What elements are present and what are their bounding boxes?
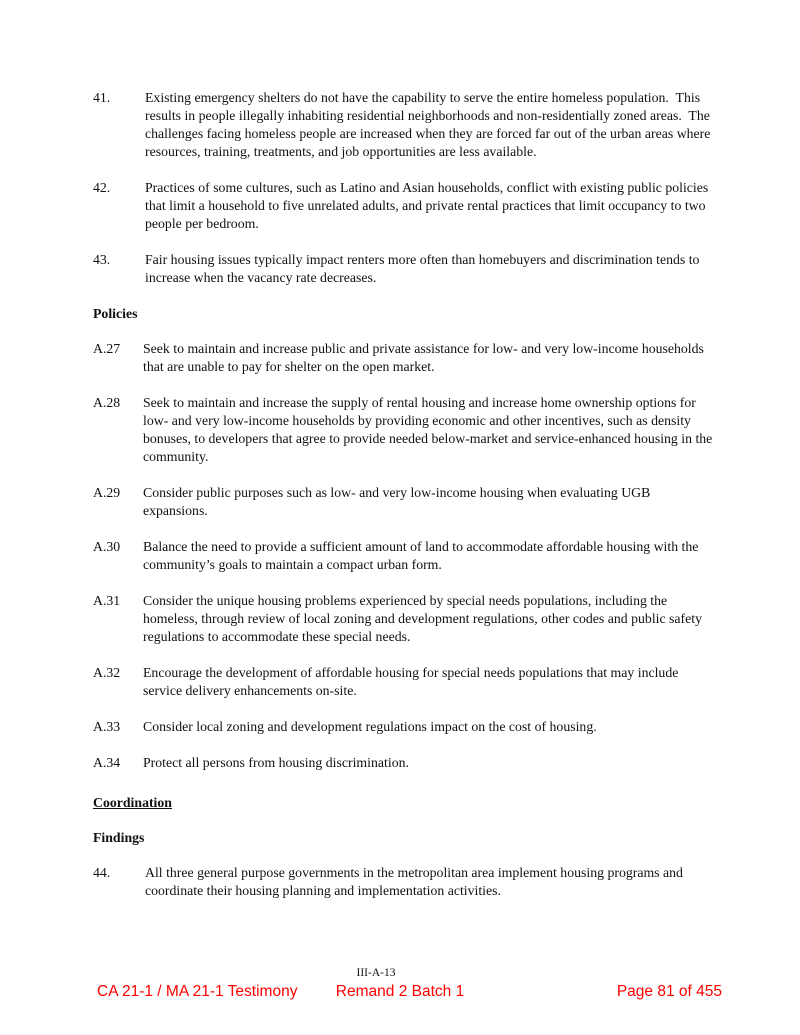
- policy-item-a32: [93, 664, 713, 700]
- findings-list-top: [93, 89, 713, 287]
- policy-text: Consider local zoning and development regulations impact on the cost of housing.: [143, 719, 597, 734]
- findings-heading: Findings: [93, 830, 145, 845]
- policy-item-a27: [93, 340, 713, 376]
- finding-text: All three general purpose governments in the metropolitan area implement housing programs and coordinate their housing planning and implementation activities.: [145, 865, 687, 898]
- coordination-heading: Coordination: [93, 795, 172, 810]
- policy-text: Seek to maintain and increase the supply of rental housing and increase home ownership options for low- and very low-income households by providing economic and other incentives, such as density bonuses, to developers that agree to provide needed below-market and service-enhanced housing in the community.: [143, 395, 716, 464]
- finding-text: Practices of some cultures, such as Latino and Asian households, conflict with existing public policies that limit a household to five unrelated adults, and private rental practices that limit occupancy to two people per bedroom.: [145, 180, 712, 231]
- finding-number: 43.: [93, 252, 111, 267]
- finding-item-44: [93, 864, 713, 900]
- policy-text: Seek to maintain and increase public and private assistance for low- and very low-income households that are unable to pay for shelter on the open market.: [143, 341, 708, 374]
- section-page-number: III-A-13: [356, 967, 396, 979]
- document-body: [93, 89, 716, 918]
- policy-item-a28: [93, 394, 716, 466]
- findings-list-bottom: [93, 864, 713, 900]
- finding-text: Fair housing issues typically impact renters more often than homebuyers and discrimination tends to increase when the vacancy rate decreases.: [145, 252, 703, 285]
- finding-number: 42.: [93, 180, 111, 195]
- page-footer: [0, 966, 800, 1002]
- stamp-case-label: CA 21-1 / MA 21-1 Testimony: [97, 983, 298, 1000]
- exhibit-stamp-row: [0, 982, 800, 1002]
- finding-number: 41.: [93, 90, 111, 105]
- policy-text: Protect all persons from housing discrimination.: [143, 755, 409, 770]
- finding-item-42: [93, 179, 713, 233]
- finding-text: Existing emergency shelters do not have the capability to serve the entire homeless population. This results in people illegally inhabiting residential neighborhoods and non-residentially zoned areas. The challenges facing homeless people are increased when they are forced far out of the urban areas where resources, training, treatments, and job opportunities are less available.: [145, 90, 714, 159]
- policy-text: Consider public purposes such as low- and very low-income housing when evaluating UGB expansions.: [143, 485, 654, 518]
- policy-text: Balance the need to provide a sufficient amount of land to accommodate affordable housing with the community’s goals to maintain a compact urban form.: [143, 539, 702, 572]
- policy-text: Consider the unique housing problems experienced by special needs populations, including the homeless, through review of local zoning and development regulations, other codes and public safety regulations to accommodate these special needs.: [143, 593, 706, 644]
- policy-item-a34: [93, 754, 713, 772]
- policy-item-a31: [93, 592, 713, 646]
- policy-number: A.31: [93, 593, 121, 608]
- policy-number: A.30: [93, 539, 121, 554]
- finding-number: 44.: [93, 865, 111, 880]
- policies-heading: Policies: [93, 306, 138, 321]
- policy-number: A.33: [93, 719, 121, 734]
- policies-list: [93, 340, 716, 772]
- policy-number: A.28: [93, 395, 121, 410]
- stamp-page-label: Page 81 of 455: [616, 983, 722, 1000]
- policy-text: Encourage the development of affordable housing for special needs populations that may include service delivery enhancements on-site.: [143, 665, 682, 698]
- policy-item-a33: [93, 718, 713, 736]
- policy-number: A.32: [93, 665, 121, 680]
- stamp-batch-label: Remand 2 Batch 1: [335, 983, 465, 1000]
- finding-item-41: [93, 89, 713, 161]
- policy-number: A.27: [93, 341, 121, 356]
- finding-item-43: [93, 251, 713, 287]
- policy-item-a29: [93, 484, 713, 520]
- policy-item-a30: [93, 538, 713, 574]
- policy-number: A.29: [93, 485, 121, 500]
- policy-number: A.34: [93, 755, 121, 770]
